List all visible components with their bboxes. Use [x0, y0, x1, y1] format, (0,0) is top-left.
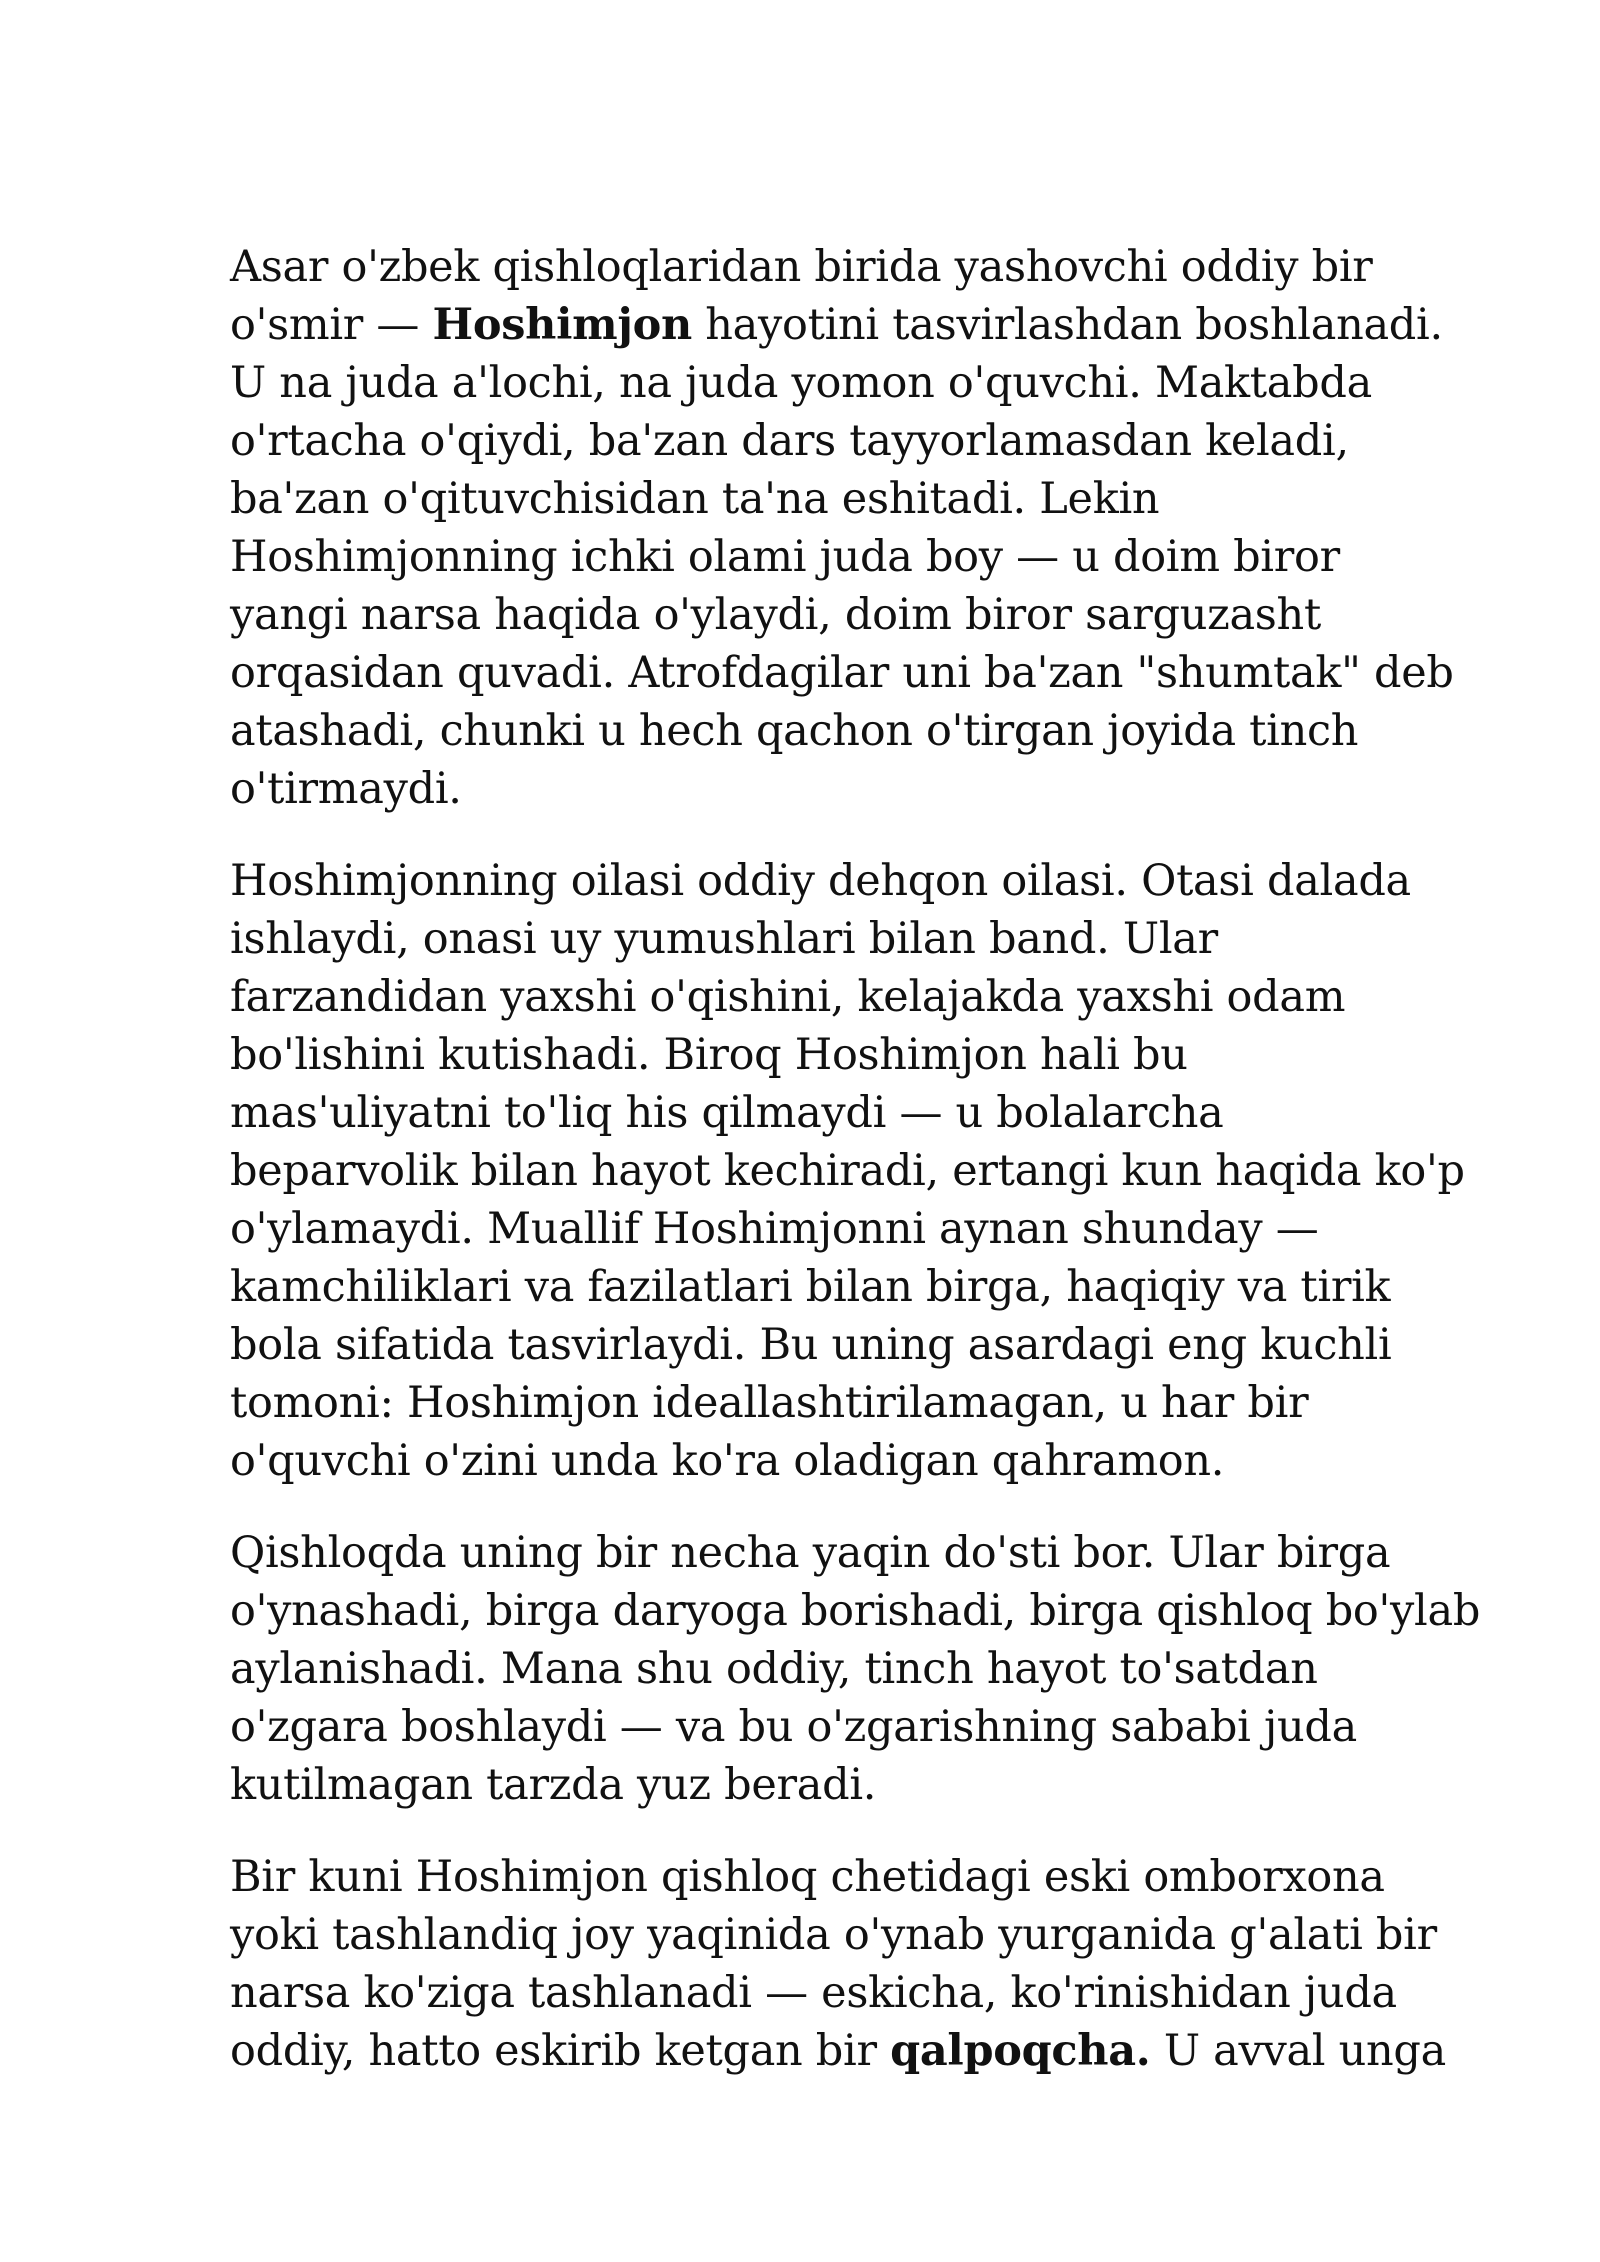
text-line	[230, 296, 1500, 354]
text-line: narsa ko'ziga tashlanadi — eskicha, ko'rinishidan juda	[230, 1968, 1397, 2018]
text-line: beparvolik bilan hayot kechiradi, ertangi kun haqida ko'p	[230, 1146, 1465, 1196]
emphasized-name: qalpoqcha.	[890, 2026, 1151, 2076]
text-line: o'tirmaydi.	[230, 764, 462, 814]
text-line: Bir kuni Hoshimjon qishloq chetidagi eski omborxona	[230, 1852, 1385, 1902]
text-line: Hoshimjonning ichki olami juda boy — u doim biror	[230, 532, 1340, 582]
text-segment: U avval unga	[1150, 2026, 1446, 2076]
text-segment: o'smir —	[230, 300, 433, 350]
body-text	[230, 238, 1500, 2114]
text-line: U na juda a'lochi, na juda yomon o'quvchi. Maktabda	[230, 358, 1372, 408]
text-line: ishlaydi, onasi uy yumushlari bilan band. Ular	[230, 914, 1218, 964]
paragraph	[230, 238, 1500, 818]
text-line: o'zgara boshlaydi — va bu o'zgarishning sababi juda	[230, 1702, 1357, 1752]
text-line: orqasidan quvadi. Atrofdagilar uni ba'zan "shumtak" deb	[230, 648, 1454, 698]
text-line: atashadi, chunki u hech qachon o'tirgan joyida tinch	[230, 706, 1359, 756]
text-line: bola sifatida tasvirlaydi. Bu uning asardagi eng kuchli	[230, 1320, 1392, 1370]
paragraph	[230, 1524, 1500, 1814]
text-line: tomoni: Hoshimjon ideallashtirilamagan, u har bir	[230, 1378, 1309, 1428]
text-segment: hayotini tasvirlashdan boshlanadi.	[691, 300, 1443, 350]
paragraph	[230, 1848, 1500, 2080]
text-line: kutilmagan tarzda yuz beradi.	[230, 1760, 877, 1810]
text-line: yoki tashlandiq joy yaqinida o'ynab yurganida g'alati bir	[230, 1910, 1437, 1960]
text-line: o'quvchi o'zini unda ko'ra oladigan qahramon.	[230, 1436, 1225, 1486]
text-line: kamchiliklari va fazilatlari bilan birga, haqiqiy va tirik	[230, 1262, 1391, 1312]
paragraph	[230, 852, 1500, 1490]
text-line: yangi narsa haqida o'ylaydi, doim biror sarguzasht	[230, 590, 1321, 640]
text-line	[230, 2022, 1500, 2080]
text-line: o'ynashadi, birga daryoga borishadi, birga qishloq bo'ylab	[230, 1586, 1481, 1636]
text-line: Qishloqda uning bir necha yaqin do'sti bor. Ular birga	[230, 1528, 1391, 1578]
emphasized-name: Hoshimjon	[432, 300, 692, 350]
text-line: o'ylamaydi. Muallif Hoshimjonni aynan shunday —	[230, 1204, 1319, 1254]
text-line: farzandidan yaxshi o'qishini, kelajakda yaxshi odam	[230, 972, 1346, 1022]
text-line: ba'zan o'qituvchisidan ta'na eshitadi. Lekin	[230, 474, 1160, 524]
text-line: aylanishadi. Mana shu oddiy, tinch hayot to'satdan	[230, 1644, 1318, 1694]
text-line: Hoshimjonning oilasi oddiy dehqon oilasi. Otasi dalada	[230, 856, 1411, 906]
text-line: bo'lishini kutishadi. Biroq Hoshimjon hali bu	[230, 1030, 1188, 1080]
text-line: Asar o'zbek qishloqlaridan birida yashovchi oddiy bir	[230, 242, 1373, 292]
text-line: o'rtacha o'qiydi, ba'zan dars tayyorlamasdan keladi,	[230, 416, 1349, 466]
text-segment: oddiy, hatto eskirib ketgan bir	[230, 2026, 891, 2076]
text-line: mas'uliyatni to'liq his qilmaydi — u bolalarcha	[230, 1088, 1224, 1138]
